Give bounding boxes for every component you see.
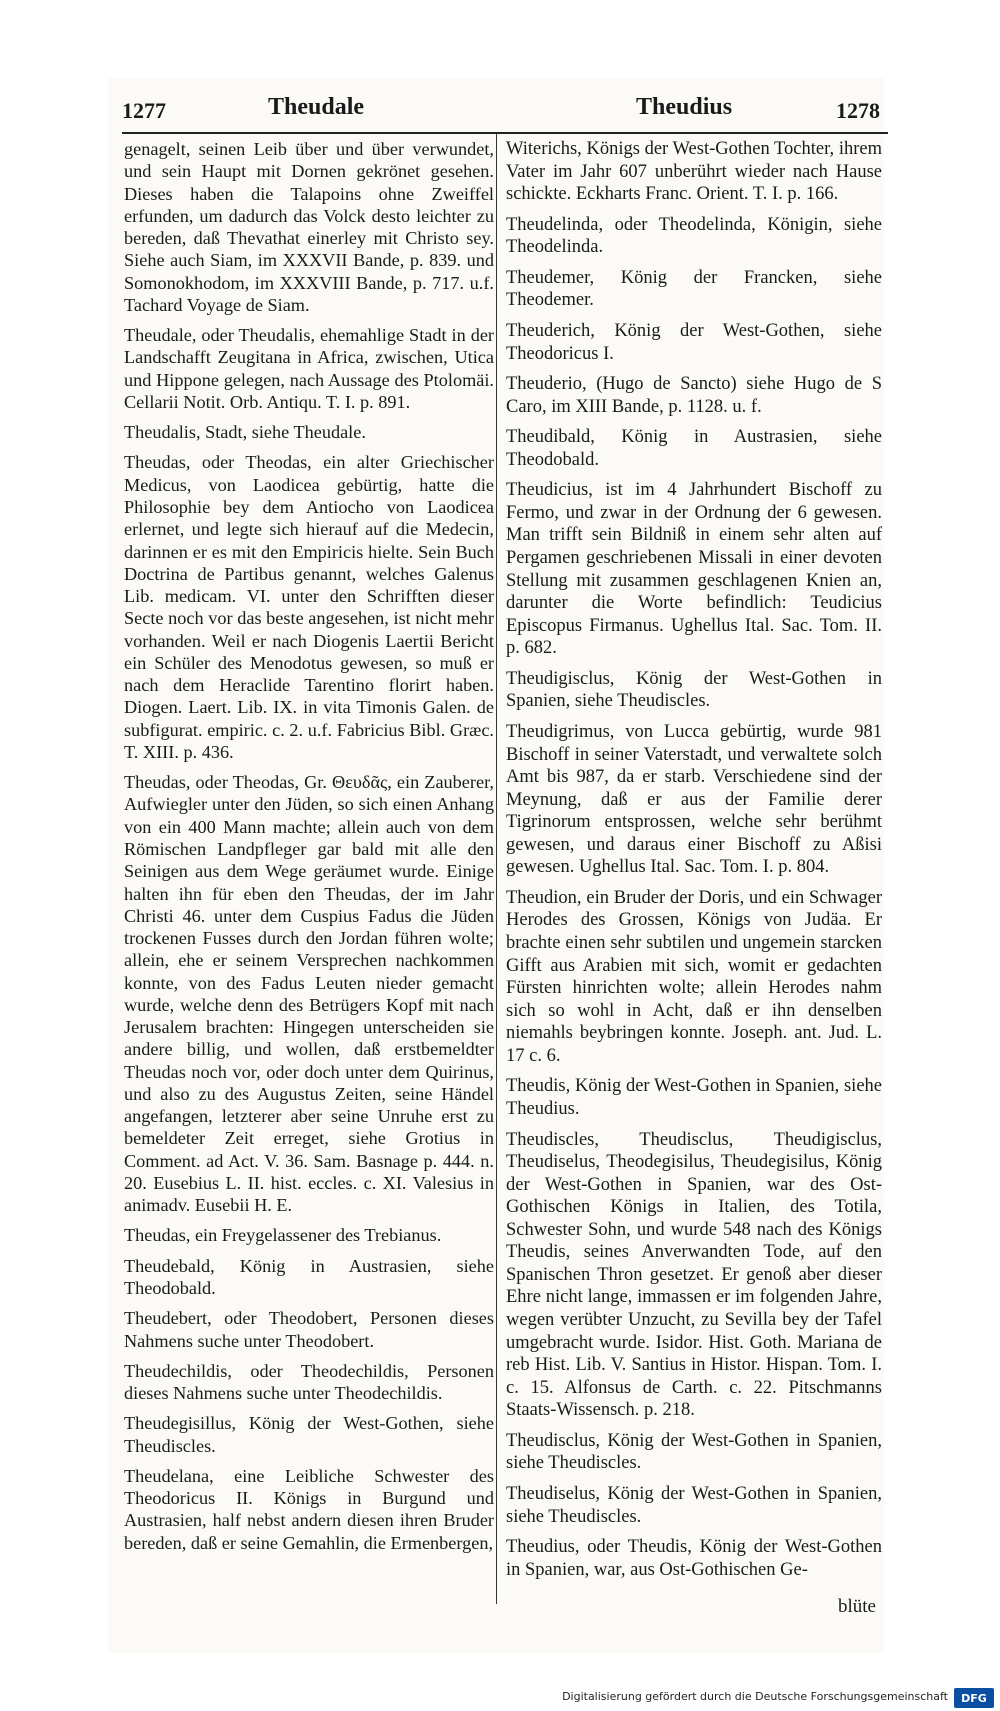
entry-paragraph: Theudigisclus, König der West-Gothen in Spanien, siehe Theudiscles. xyxy=(506,668,882,712)
right-running-head: Theudius xyxy=(636,94,733,120)
entry-paragraph: Theuderich, König der West-Gothen, siehe Theodoricus I. xyxy=(506,320,882,364)
entry-paragraph: Theudale, oder Theudalis, ehemahlige Stadt in der Landschafft Zeugitana in Africa, zwischen, Utica und Hippone gelegen, nach Aussage des Ptolomäi. Cellarii Notit. Orb. Antiqu. T. I. p. 891. xyxy=(124,325,494,412)
entry-paragraph: Theudiselus, König der West-Gothen in Spanien, siehe Theudiscles. xyxy=(506,1483,882,1527)
header-rule xyxy=(122,132,888,134)
left-column xyxy=(124,138,494,1562)
entry-paragraph: Theudigrimus, von Lucca gebürtig, wurde 981 Bischoff in seiner Vaterstadt, und verwaltete solch Amt bis 987, da er starb. Verschiedene sind der Meynung, daß er aus der Familie derer Tigrinorum entsprossen, welche sehr berühmt gewesen, und daraus einer Bischoff zu Aßisi gewesen. Ughellus Ital. Sac. Tom. I. p. 804. xyxy=(506,721,882,878)
entry-paragraph: Theudius, oder Theudis, König der West-Gothen in Spanien, war, aus Ost-Gothischen Ge- xyxy=(506,1537,882,1580)
entry-paragraph: Theudion, ein Bruder der Doris, und ein Schwager Herodes des Grossen, Königs von Judäa. Er brachte einen sehr subtilen und ungemein starcken Gifft aus Arabien mit sich, womit er gedachten Fürsten hinrichten wolte; allein Herodes nahm sich so wohl in Acht, daß er ihn denselben niemahls beybringen konnte. Joseph. ant. Jud. L. 17 c. 6. xyxy=(506,887,882,1066)
page-header xyxy=(108,92,884,132)
dfg-logo-icon: DFG xyxy=(954,1688,994,1708)
entry-paragraph: Theudemer, König der Francken, siehe Theodemer. xyxy=(506,267,882,311)
entry-paragraph: Theuderio, (Hugo de Sancto) siehe Hugo de S Caro, im XIII Bande, p. 1128. u. f. xyxy=(506,374,882,417)
entry-paragraph: Theudalis, Stadt, siehe Theudale. xyxy=(124,422,366,443)
entry-paragraph: Theudibald, König in Austrasien, siehe Theodobald. xyxy=(506,427,882,470)
left-running-head: Theudale xyxy=(268,94,365,120)
entry-paragraph: Theudelinda, oder Theodelinda, Königin, siehe Theodelinda. xyxy=(506,214,882,258)
left-page-number: 1277 xyxy=(122,98,166,123)
column-divider xyxy=(496,134,497,1604)
entry-paragraph: Theudebald, König in Austrasien, siehe Theodobald. xyxy=(124,1255,494,1299)
entry-paragraph: Theudechildis, oder Theodechildis, Personen dieses Nahmens suche unter Theodechildis. xyxy=(124,1360,494,1404)
entry-paragraph: Theudas, oder Theodas, ein alter Griechischer Medicus, von Laodicea gebürtig, hatte die Philosophie bey dem Antiocho von Laodicea erlernet, und legte sich hierauf auf die Medecin, darinnen er es mit den Empiricis hielte. Sein Buch Doctrina de Partibus genannt, welches Galenus Lib. medicam. VI. unter den Schrifften dieser Secte noch vor das beste angesehen, ist nicht mehr vorhanden. Weil er nach Diogenis Laertii Bericht ein Schüler des Menodotus gewesen, so muß er nach dem Heraclide Tarentino florirt haben. Diogen. Laert. Lib. IX. in vita Timonis Galen. de subfigurat. empiric. c. 2. u.f. Fabricius Bibl. Græc. T. XIII. p. 436. xyxy=(124,452,494,762)
right-page-number: 1278 xyxy=(836,98,880,123)
entry-paragraph: Theudas, ein Freygelassener des Trebianus. xyxy=(124,1225,442,1246)
entry-paragraph: Theudelana, eine Leibliche Schwester des Theodoricus II. Königs in Burgund und Austrasien, half nebst andern diesen ihren Bruder bereden, daß er seine Gemahlin, die Ermenbergen, xyxy=(124,1465,494,1553)
entry-paragraph: Theudicius, ist im 4 Jahrhundert Bischoff zu Fermo, und zwar in der Ordnung der 6 gewesen. Man trifft sein Bildniß in einem sehr alten auf Pergamen geschriebenen Missali in einer devoten Stellung mit zusammen geschlagenen Knien an, darunter die Worte befindlich: Teudicius Episcopus Firmanus. Ughellus Ital. Sac. Tom. II. p. 682. xyxy=(506,480,882,659)
entry-paragraph: Witerichs, Königs der West-Gothen Tochter, ihrem Vater im Jahr 607 unberührt wieder nach Hause schickte. Eckharts Franc. Orient. T. I. p. 166. xyxy=(506,139,882,205)
entry-paragraph: Theudiscles, Theudisclus, Theudigisclus, Theudiselus, Theodegisilus, Theudegisilus, König der West-Gothen in Spanien, war des Ost-Gothischen Königs in Italien, des Totila, Schwester Sohn, und wurde 548 nach des Königs Theudis, seines Anverwandten Tode, auf den Spanischen Thron gesetzet. Er genoß aber dieser Ehre nicht lange, immassen er im folgenden Jahre, wegen verübter Unzucht, zu Sevilla bey der Tafel umgebracht wurde. Isidor. Hist. Goth. Mariana de reb Hist. Lib. V. Santius in Histor. Hispan. Tom. I. c. 15. Alfonsus de Carth. c. 22. Pitschmanns Staats-Wissensch. p. 218. xyxy=(506,1129,882,1421)
entry-paragraph: Theudebert, oder Theodobert, Personen dieses Nahmens suche unter Theodobert. xyxy=(124,1308,494,1351)
entry-paragraph: Theudas, oder Theodas, Gr. Θευδᾶς, ein Zauberer, Aufwiegler unter den Jüden, so sich einen Anhang von ein 400 Mann machte; allein auch von dem Römischen Landpfleger gar bald mit alle den Seinigen aus dem Wege geräumet wurde. Einige halten ihn für eben den Theudas, der im Jahr Christi 46. unter dem Cuspius Fadus die Jüden trockenen Fusses durch den Jordan führen wolte; allein, ehe er seinem Versprechen nachkommen konnte, von des Fadus Leuten nieder gemacht wurde, welche denn des Betrügers Kopf mit nach Jerusalem brachten: Hingegen unterscheiden sie andere billig, und wollen, daß erstbemeldter Theudas noch vor, oder doch unter dem Quirinus, und also zu des Augustus Zeiten, seine Händel angefangen, letzterer aber seine Unruhe erst zu bemeldeter Zeit erreget, siehe Grotius in Comment. ad Act. V. 36. Sam. Basnage p. 444. n. 20. Eusebius L. II. hist. eccles. c. XI. Valesius in animadv. Eusebii H. E. xyxy=(124,772,494,1216)
entry-paragraph: genagelt, seinen Leib über und über verwundet, und sein Haupt mit Dornen gekrönet gesehen. Dieses haben die Talapoins ohne Zweiffel erfunden, um dadurch das Volck desto leichter zu bereden, daß Thevathat einerley mit Christo sey. Siehe auch Siam, im XXXVII Bande, p. 839. und Somonokhodom, im XXXVIII Bande, p. 717. u.f. Tachard Voyage de Siam. xyxy=(124,139,494,315)
right-column xyxy=(506,138,882,1589)
catchword: blüte xyxy=(838,1596,876,1617)
entry-paragraph: Theudegisillus, König der West-Gothen, siehe Theudiscles. xyxy=(124,1413,494,1456)
funding-credit: Digitalisierung gefördert durch die Deutsche Forschungsgemeinschaft xyxy=(562,1690,948,1703)
book-page xyxy=(108,78,884,1653)
entry-paragraph: Theudisclus, König der West-Gothen in Spanien, siehe Theudiscles. xyxy=(506,1430,882,1474)
digitization-footer xyxy=(0,1688,1000,1711)
entry-paragraph: Theudis, König der West-Gothen in Spanien, siehe Theudius. xyxy=(506,1076,882,1119)
